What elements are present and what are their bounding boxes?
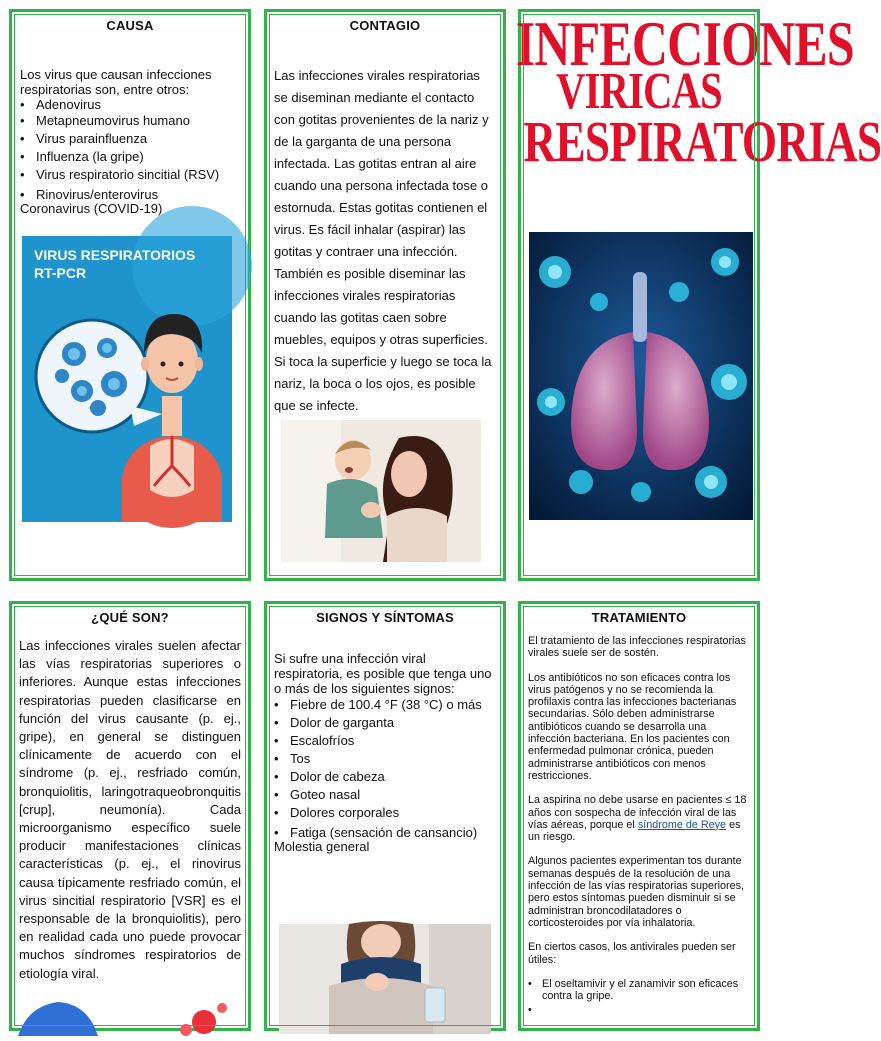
list-item: • Fiebre de 100.4 °F (38 °C) o más — [274, 696, 497, 714]
list-item: • Metapneumovirus humano — [20, 112, 240, 130]
tratamiento-p3-text: La aspirina no debe usarse en pacientes ≤ 18 años con sospecha de infección viral de las vías aéreas, porque el — [528, 794, 747, 831]
panel-tratamiento — [518, 601, 760, 1031]
list-item: • Fatiga (sensación de cansancio) — [274, 826, 497, 840]
que-son-image — [18, 996, 238, 1036]
list-item: • El oseltamivir y el zanamivir son eficaces contra la gripe. — [528, 978, 751, 1003]
signos-intro: Si sufre una infección viral respiratoria, es posible que tenga uno o más de los siguientes signos: — [274, 651, 492, 696]
que-son-text: Las infecciones virales suelen afectar las vías respiratorias superiores o inferiores. Aunque estas infecciones respiratorias pueden clasificarse en función del virus causante (p. ej., gripe), en general se distinguen clínicamente de acuerdo con el síndrome (p. ej., resfriado común, bronquiolitis, laringotraqueobronquitis [crup], neumonía). Cada microorganismo específico suele producir manifestaciones clínicas características (p. ej., el rinovirus causa típicamente resfriado común, el virus sincitial respiratorio [VSR] es el responsable de la bronquiolitis), pero en realidad cada uno puede provocar muchos síndromes respiratorios de etiología viral. — [19, 638, 241, 981]
tratamiento-paragraph-3 — [528, 794, 751, 843]
list-item: • Dolor de cabeza — [274, 768, 497, 786]
list-item: • Influenza (la gripe) — [20, 148, 240, 166]
que-son-title: ¿QUÉ SON? — [91, 610, 169, 625]
tratamiento-body — [528, 635, 751, 966]
tratamiento-paragraph-2: Los antibióticos no son eficaces contra los virus patógenos y no se recomienda la profilaxis contra las infecciones bacterianas secundarias. Sólo deben administrarse antibióticos cuando se desarrolla una infección bacteriana. En los pacientes con enfermedad pulmonar crónica, pueden administrarse antibióticos con menos restricciones. — [528, 671, 737, 782]
causa-intro: Los virus que causan infecciones respiratorias son, entre otros: — [20, 67, 212, 97]
list-item: • Virus respiratorio sincitial (RSV) — [20, 166, 240, 184]
causa-virus-list — [20, 97, 240, 216]
contagio-text: Las infecciones virales respiratorias se diseminan mediante el contacto con gotitas provenientes de la nariz y de la garganta de una persona infectada. Las gotitas entran al aire cuando una persona infectada tose o estornuda. Estas gotitas contienen el virus. Es fácil inhalar (aspirar) las gotitas y contraer una infección. También es posible diseminar las infecciones virales respiratorias cuando las gotitas caen sobre muebles, equipos y otras superficies. Si toca la superficie y luego se toca la nariz, la boca o los ojos, es posible que se infecte. — [274, 68, 492, 413]
tratamiento-paragraph-1: El tratamiento de las infecciones respiratorias virales suele ser de sostén. — [528, 635, 746, 660]
list-item: Molestia general — [274, 839, 370, 854]
list-item: • Dolores corporales — [274, 804, 497, 822]
virus-respiratorios-illustration — [22, 236, 232, 522]
tratamiento-paragraph-5: En ciertos casos, los antivirales pueden ser útiles: — [528, 941, 736, 966]
antivirales-list — [528, 978, 751, 1003]
list-item: • Dolor de garganta — [274, 714, 497, 732]
list-item: • Rinovirus/enterovirus — [20, 188, 240, 202]
cover-title-line1: INFECCIONES — [515, 8, 854, 79]
cover-title — [515, 8, 881, 174]
panel-cover — [515, 8, 881, 581]
panel-que-son — [9, 601, 251, 1031]
signos-list — [274, 696, 497, 854]
signos-title: SIGNOS Y SÍNTOMAS — [316, 610, 454, 625]
list-item: • Tos — [274, 750, 497, 768]
causa-title: CAUSA — [106, 18, 154, 33]
panel-contagio — [264, 9, 506, 581]
tratamiento-paragraph-4: Algunos pacientes experimentan tos durante semanas después de la resolución de una infección de las vías respiratorias superiores, pero estos síntomas pueden disminuir si se administran broncodilatadores o corticosteroides por vía inhalatoria. — [528, 855, 745, 929]
panel-signos — [264, 601, 506, 1031]
sick-woman-photo — [279, 924, 491, 1034]
tratamiento-title: TRATAMIENTO — [591, 610, 687, 625]
mother-child-photo — [281, 420, 481, 562]
image-caption-2: RT-PCR — [34, 265, 87, 281]
panel-causa — [9, 9, 251, 581]
sindrome-de-reye-link[interactable]: síndrome de Reye — [637, 818, 727, 831]
list-item: Coronavirus (COVID-19) — [20, 201, 163, 216]
list-item: • Escalofríos — [274, 732, 497, 750]
cover-title-line2: VIRICAS — [556, 63, 722, 120]
lungs-virus-image — [529, 232, 753, 520]
list-item: • Goteo nasal — [274, 786, 497, 804]
contagio-title: CONTAGIO — [349, 18, 421, 33]
list-item: • Virus parainfluenza — [20, 130, 240, 148]
cover-title-line3: RESPIRATORIAS — [523, 109, 881, 174]
list-item: • Adenovirus — [20, 97, 240, 112]
image-caption-1: VIRUS RESPIRATORIOS — [34, 247, 196, 263]
tratamiento-p3-text-end: es un riesgo. — [528, 818, 741, 844]
